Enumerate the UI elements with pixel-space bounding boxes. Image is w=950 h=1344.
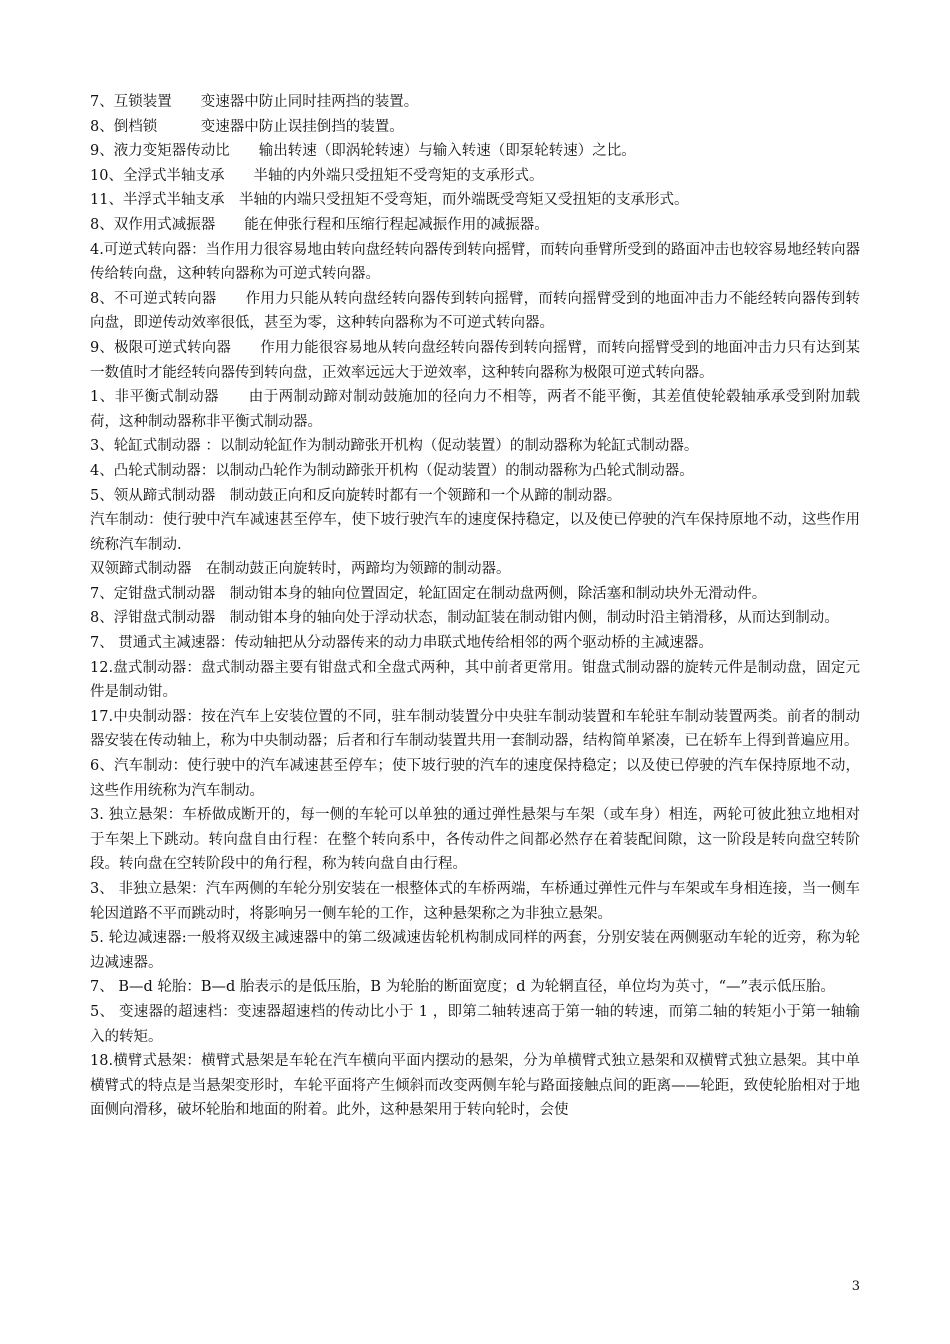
paragraph: 3、 非独立悬架：汽车两侧的车轮分别安装在一根整体式的车桥两端，车桥通过弹性元件与车架或车身相连接，当一侧车轮因道路不平而跳动时，将影响另一侧车轮的工作，这种悬架称之为非独立悬架。 xyxy=(90,881,860,922)
paragraph: 5、领从蹄式制动器 制动鼓正向和反向旋转时都有一个领蹄和一个从蹄的制动器。 xyxy=(90,487,622,504)
paragraph: 7、 B—d 轮胎：B—d 胎表示的是低压胎，B 为轮胎的断面宽度；d 为轮辋直径，单位均为英寸，“—”表示低压胎。 xyxy=(90,979,835,996)
paragraph: 9、极限可逆式转向器 作用力能很容易地从转向盘经转向器传到转向摇臂，而转向摇臂受到的地面冲击力只有达到某一数值时才能经转向器传到转向盘，正效率远远大于逆效率，这种转向器称为极限可逆式转向器。 xyxy=(90,339,860,381)
paragraph: 5. 轮边减速器:一般将双级主减速器中的第二级减速齿轮机构制成同样的两套，分别安装在两侧驱动车轮的近旁，称为轮边减速器。 xyxy=(90,930,860,971)
paragraph: 5、 变速器的超速档：变速器超速档的传动比小于 1 ，即第二轴转速高于第一轴的转速，而第二轴的转矩小于第一轴输入的转矩。 xyxy=(90,1003,860,1045)
paragraph: 双领蹄式制动器 在制动鼓正向旋转时，两蹄均为领蹄的制动器。 xyxy=(90,561,511,578)
paragraph: 9、液力变矩器传动比 输出转速（即涡轮转速）与输入转速（即泵轮转速）之比。 xyxy=(90,143,636,160)
paragraph: 3、轮缸式制动器 ：以制动轮缸作为制动蹄张开机构（促动装置）的制动器称为轮缸式制动器。 xyxy=(90,438,699,455)
paragraph: 汽车制动：使行驶中汽车减速甚至停车，使下坡行驶汽车的速度保持稳定，以及使已停驶的汽车保持原地不动，这些作用统称汽车制动. xyxy=(90,512,860,553)
paragraph: 8、倒档锁 变速器中防止误挂倒挡的装置。 xyxy=(90,118,404,135)
paragraph: 8、双作用式减振器 能在伸张行程和压缩行程起减振作用的减振器。 xyxy=(90,216,549,233)
paragraph: 7、定钳盘式制动器 制动钳本身的轴向位置固定，轮缸固定在制动盘两侧，除活塞和制动块外无滑动件。 xyxy=(90,585,767,602)
paragraph: 12.盘式制动器：盘式制动器主要有钳盘式和全盘式两种，其中前者更常用。钳盘式制动器的旋转元件是制动盘，固定元件是制动钳。 xyxy=(90,659,860,701)
paragraph: 8、浮钳盘式制动器 制动钳本身的轴向处于浮动状态，制动缸装在制动钳内侧，制动时沿主销滑移，从而达到制动。 xyxy=(90,610,839,627)
paragraph: 7、 贯通式主减速器：传动轴把从分动器传来的动力串联式地传给相邻的两个驱动桥的主减速器。 xyxy=(90,635,713,652)
paragraph: 4.可逆式转向器：当作用力很容易地由转向盘经转向器传到转向摇臂，而转向垂臂所受到的路面冲击也较容易地经转向器传给转向盘，这种转向器称为可逆式转向器。 xyxy=(90,241,860,283)
paragraph: 1、非平衡式制动器 由于两制动蹄对制动鼓施加的径向力不相等，两者不能平衡，其差值使轮毂轴承承受到附加载荷，这种制动器称非平衡式制动器。 xyxy=(90,389,860,430)
page-number: 3 xyxy=(851,1279,860,1294)
paragraph: 6、汽车制动：使行驶中的汽车减速甚至停车；使下坡行驶的汽车的速度保持稳定；以及使已停驶的汽车保持原地不动，这些作用统称为汽车制动。 xyxy=(90,758,860,799)
paragraph: 11、半浮式半轴支承 半轴的内端只受扭矩不受弯矩，而外端既受弯矩又受扭矩的支承形式。 xyxy=(90,192,689,209)
paragraph: 4、凸轮式制动器：以制动凸轮作为制动蹄张开机构（促动装置）的制动器称为凸轮式制动器。 xyxy=(90,462,694,479)
paragraph: 17.中央制动器：按在汽车上安装位置的不同，驻车制动装置分中央驻车制动装置和车轮驻车制动装置两类。前者的制动器安装在传动轴上，称为中央制动器；后者和行车制动装置共用一套制动器，结构简单紧凑，已在轿车上得到普遍应用。 xyxy=(90,708,860,750)
paragraph: 3. 独立悬架：车桥做成断开的，每一侧的车轮可以单独的通过弹性悬架与车架（或车身）相连，两轮可彼此独立地相对于车架上下跳动。转向盘自由行程：在整个转向系中，各传动件之间都必然存在着装配间隙，这一阶段是转向盘空转阶段。转向盘在空转阶段中的角行程，称为转向盘自由行程。 xyxy=(90,807,860,873)
paragraph: 18.横臂式悬架：横臂式悬架是车轮在汽车横向平面内摆动的悬架，分为单横臂式独立悬架和双横臂式独立悬架。其中单横臂式的特点是当悬架变形时，车轮平面将产生倾斜而改变两侧车轮与路面接触点间的距离——轮距，致使轮胎相对于地面侧向滑移，破坏轮胎和地面的附着。此外，这种悬架用于转向轮时，会使 xyxy=(90,1053,860,1119)
paragraph: 8、不可逆式转向器 作用力只能从转向盘经转向器传到转向摇臂，而转向摇臂受到的地面冲击力不能经转向器传到转向盘，即逆传动效率很低，甚至为零，这种转向器称为不可逆式转向器。 xyxy=(90,290,860,332)
paragraph: 7、互锁装置 变速器中防止同时挂两挡的装置。 xyxy=(90,94,419,110)
paragraph: 10、全浮式半轴支承 半轴的内外端只受扭矩不受弯矩的支承形式。 xyxy=(90,167,544,184)
document-body xyxy=(90,90,860,1123)
